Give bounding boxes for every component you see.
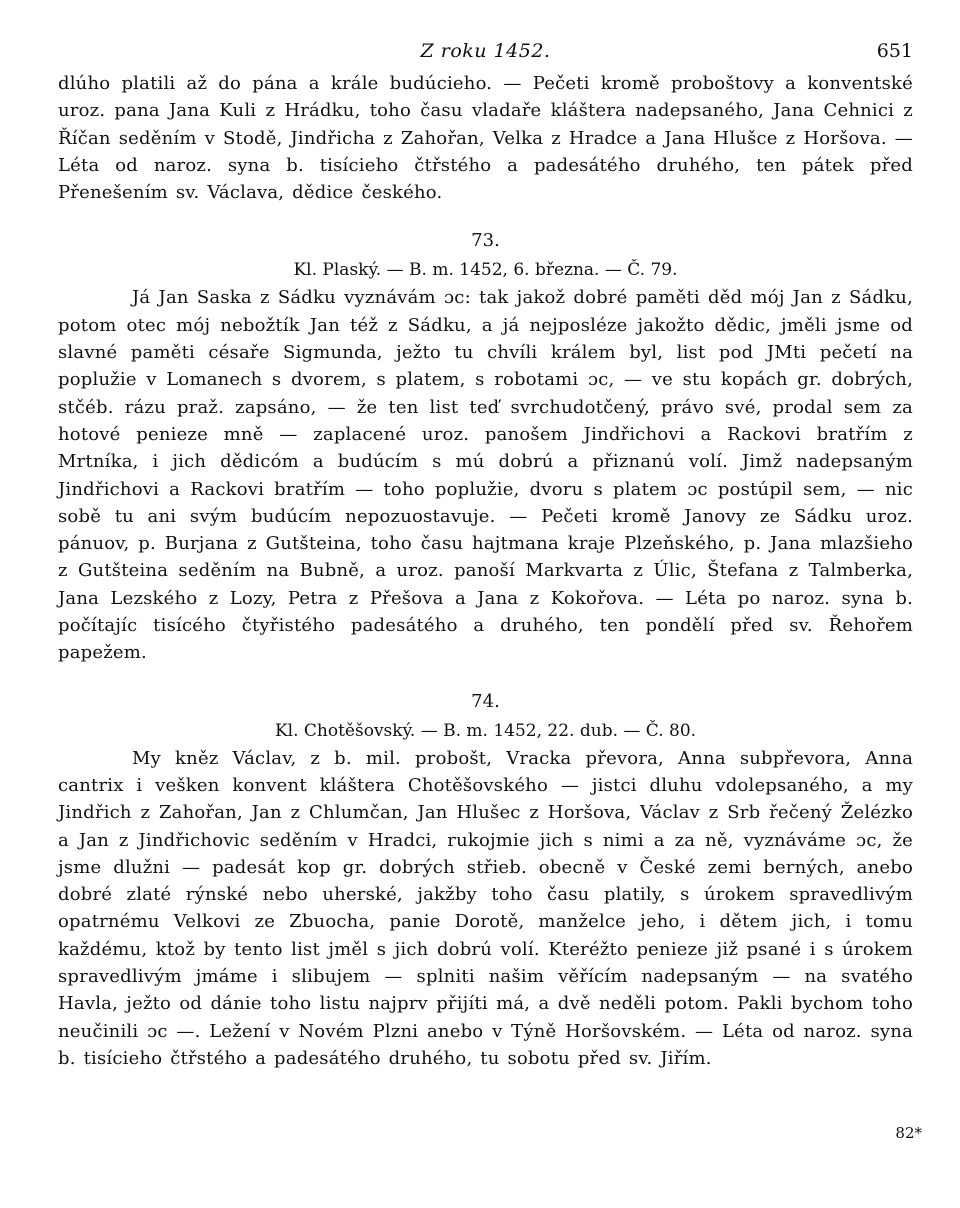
continuation-paragraph: dlúho platili až do pána a krále budúcieho. — Pečeti kromě proboštovy a konventské uroz. pana Jana Kuli z Hrádku, toho času vladaře kláštera nadepsaného, Jana Cehnici z Říčan seděním v Stodě, Jindřicha z Zahořan, Velka z Hradce a Jana Hlušce z Horšova. — Léta od naroz. syna b. tisícieho čtřstého a padesátého druhého, ten pátek před Přenešením sv. Václava, dědice českého. [58,73,913,204]
entry-source: Kl. Plaský. — B. m. 1452, 6. března. — Č. 79. [293,260,678,281]
entry-73 [58,226,913,666]
sheet-signature: 82* [895,1124,922,1142]
entry-number: 74. [471,690,500,712]
page-number: 651 [876,40,913,62]
entry-text: My kněz Václav, z b. mil. probošt, Vracka převora, Anna subpřevora, Anna cantrix i vešken konvent kláštera Chotěšovského — jistci dluhu vdolepsaného, a my Jindřich z Zahořan, Jan z Chlumčan, Jan Hlušec z Horšova, Václav z Srb řečený Želézko a Jan z Jindřichovic seděním v Hradci, rukojmie jich s nimi a za ně, vyznáváme ɔc, že jsme dlužni — padesát kop gr. dobrých střieb. obecně v České zemi berných, anebo dobré zlaté rýnské nebo uherské, jakžby toho času platily, s úrokem spravedlivým opatrnému Velkovi ze Zbuocha, panie Dorotě, manželce jeho, i dětem jich, i tomu každému, ktož by tento list jměl s jich dobrú volí. Kteréžto penieze již psané i s úrokem spravedlivým jmáme i slibujem — splniti našim věřícím nadepsaným — na svatého Havla, ježto od dánie toho listu najprv přijíti má, a dvě neděli potom. Pakli bychom toho neučinili ɔc —. Ležení v Novém Plzni anebo v Týně Horšovském. — Léta od naroz. syna b. tisícieho čtřstého a padesátého druhého, tu sobotu před sv. Jiřím. [58,747,913,1069]
document-page [58,40,913,1072]
entry-text: Já Jan Saska z Sádku vyznávám ɔc: tak jakož dobré paměti děd mój Jan z Sádku, potom otec mój nebožtík Jan též z Sádku, a já nejposléze jakožto dědic, jměli jsme od slavné paměti césaře Sigmunda, ježto tu chvíli králem byl, list pod JMti pečetí na poplužie v Lomanech s dvorem, s platem, s robotami ɔc, — ve stu kopách gr. dobrých, stčéb. rázu praž. zapsáno, — že ten list teď svrchudotčený, právo své, prodal sem za hotové penieze mně — zaplacené uroz. panošem Jindřichovi a Rackovi bratřím z Mrtníka, i jich dědicóm a budúcím s mú dobrú a přiznanú volí. Jimž nadepsaným Jindřichovi a Rackovi bratřím — toho poplužie, dvoru s platem ɔc postúpil sem, — nic sobě tu ani svým budúcím nepozuostavuje. — Pečeti kromě Janovy ze Sádku uroz. pánuov, p. Burjana z Gutšteina, toho času hajtmana kraje Plzeňského, p. Jana mlazšieho z Gutšteina seděním na Bubně, a uroz. panoší Markvarta z Úlic, Štefana z Talmberka, Jana Lezského z Lozy, Petra z Přešova a Jana z Kokořova. — Léta po naroz. syna b. počítajíc tisícého čtyřistého padesátého a druhého, ten pondělí před sv. Řehořem papežem. [58,287,913,664]
running-title: Z roku 1452. [420,40,551,62]
entry-number: 73. [471,230,500,252]
entry-source: Kl. Chotěšovský. — B. m. 1452, 22. dub. — Č. 80. [274,720,697,741]
running-head [58,40,913,70]
entry-74 [58,687,913,1073]
